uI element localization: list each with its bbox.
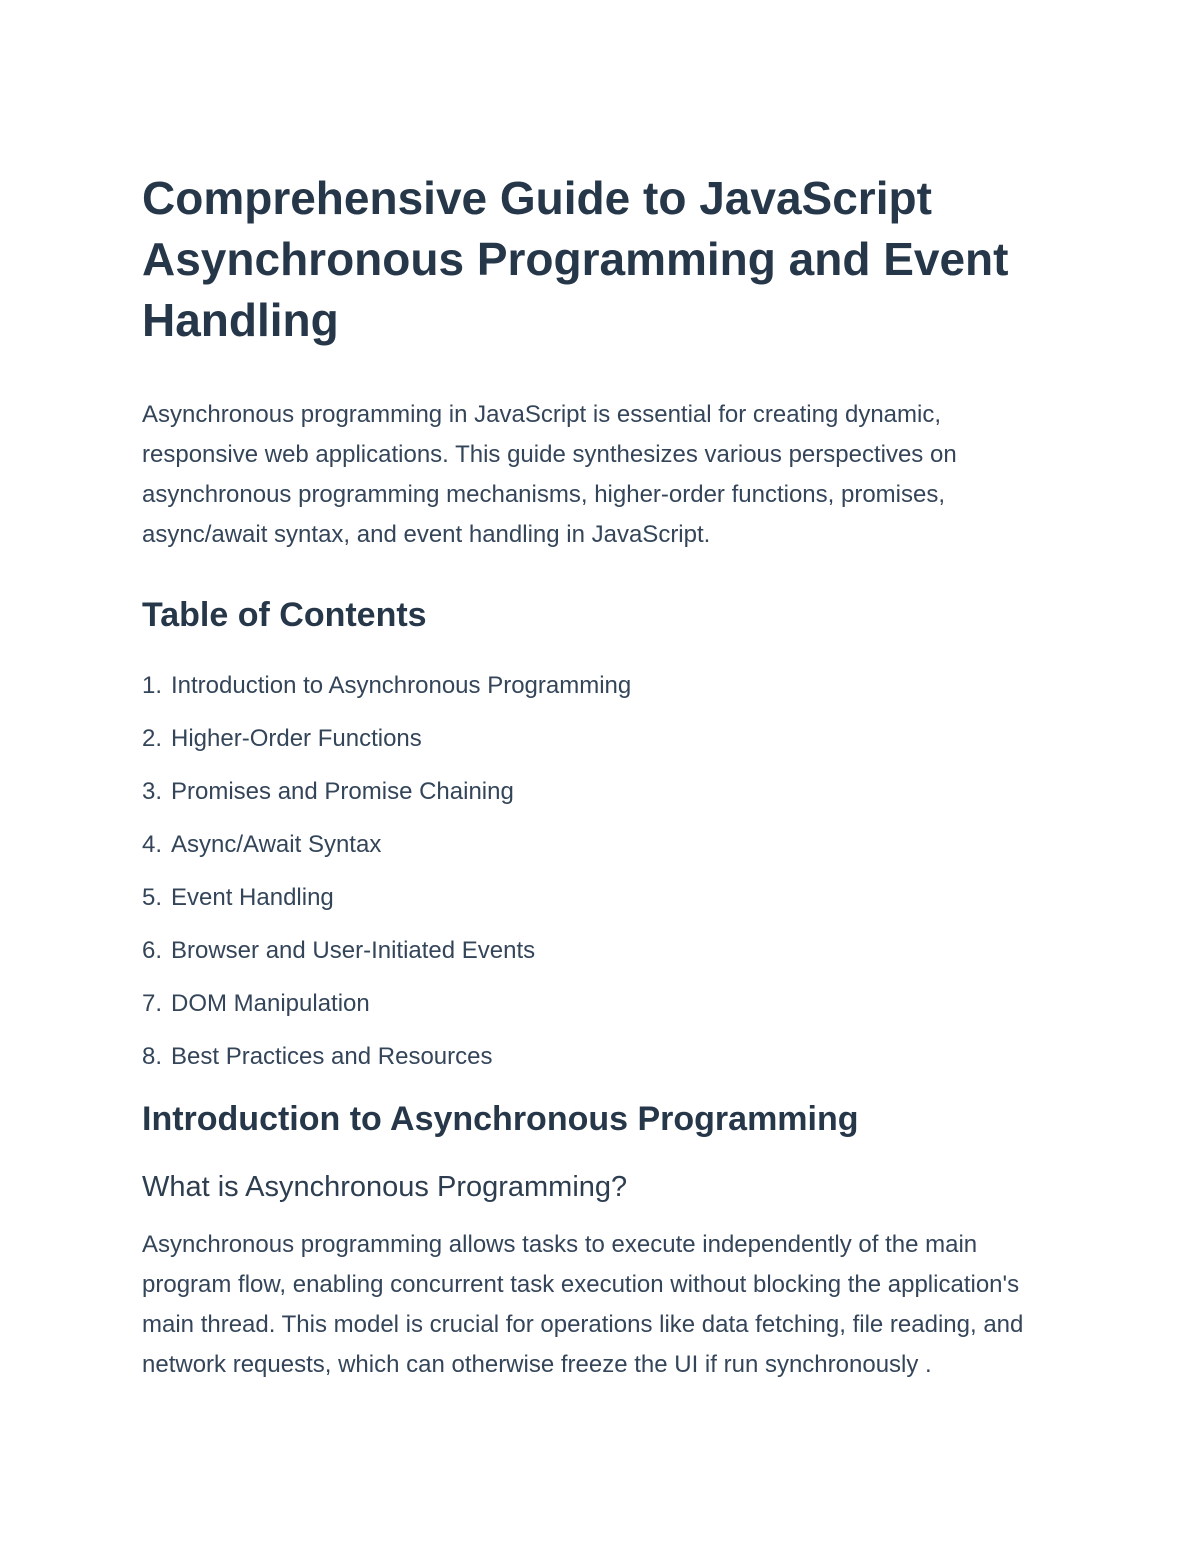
- toc-item-number: 1.: [142, 672, 163, 699]
- toc-item-label: Higher-Order Functions: [171, 725, 422, 752]
- section-body-paragraph: Asynchronous programming allows tasks to execute independently of the main program flow, enabling concurrent task execution without blocking the application's main thread. This model is crucial for operations like data fetching, file reading, and network requests, which can otherwise freeze the UI if run synchronously .: [142, 1231, 1024, 1378]
- toc-item-number: 3.: [142, 778, 163, 805]
- section-subheading: What is Asynchronous Programming?: [142, 1171, 628, 1203]
- toc-item[interactable]: [142, 871, 1062, 924]
- toc-item[interactable]: [142, 659, 1062, 712]
- toc-item[interactable]: [142, 1030, 1062, 1083]
- section-heading: Introduction to Asynchronous Programming: [142, 1100, 859, 1138]
- toc-item-number: 6.: [142, 937, 163, 964]
- toc-item[interactable]: [142, 712, 1062, 765]
- toc-item-number: 4.: [142, 831, 163, 858]
- toc-item-number: 8.: [142, 1043, 163, 1070]
- toc-item-label: Introduction to Asynchronous Programming: [171, 672, 632, 699]
- toc-item[interactable]: [142, 977, 1062, 1030]
- toc-item-label: Event Handling: [171, 884, 334, 911]
- toc-item-label: DOM Manipulation: [171, 990, 370, 1017]
- toc-item-number: 7.: [142, 990, 163, 1017]
- toc-item-label: Async/Await Syntax: [171, 831, 382, 858]
- toc-item[interactable]: [142, 818, 1062, 871]
- toc-item-label: Browser and User-Initiated Events: [171, 937, 536, 964]
- toc-item-number: 2.: [142, 725, 163, 752]
- toc-item-number: 5.: [142, 884, 163, 911]
- toc-item[interactable]: [142, 765, 1062, 818]
- toc-item-label: Best Practices and Resources: [171, 1043, 493, 1070]
- document-title: Comprehensive Guide to JavaScript Asynchronous Programming and Event Handling: [142, 172, 1009, 346]
- table-of-contents: [142, 659, 1062, 1083]
- toc-item[interactable]: [142, 924, 1062, 977]
- toc-item-label: Promises and Promise Chaining: [171, 778, 514, 805]
- intro-paragraph: Asynchronous programming in JavaScript is essential for creating dynamic, responsive web applications. This guide synthesizes various perspectives on asynchronous programming mechanisms, higher-order functions, promises, async/await syntax, and event handling in JavaScript.: [142, 401, 957, 548]
- document-page: [142, 168, 1062, 1385]
- toc-heading: Table of Contents: [142, 596, 427, 634]
